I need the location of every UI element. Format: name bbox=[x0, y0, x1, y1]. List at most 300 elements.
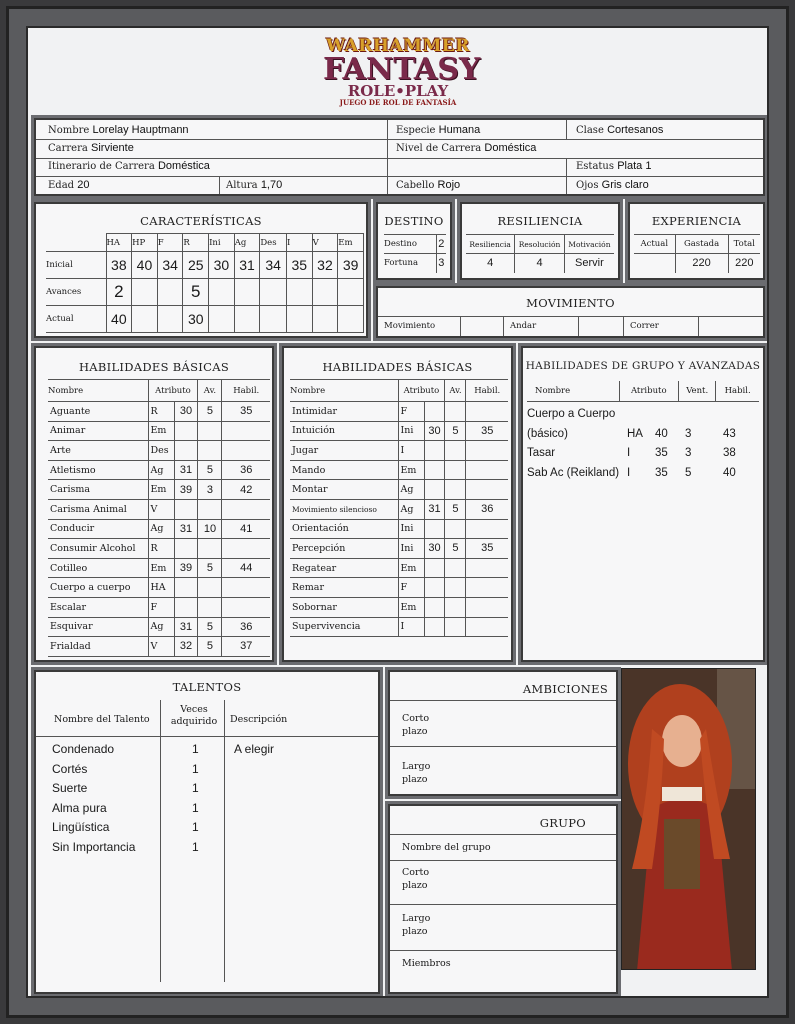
warhammer-logo bbox=[323, 36, 481, 116]
talent-row bbox=[52, 838, 372, 858]
character-portrait bbox=[621, 668, 756, 970]
skill-attribute[interactable]: Em bbox=[148, 558, 174, 578]
edad-label: Edad bbox=[48, 180, 75, 191]
char-value[interactable] bbox=[157, 306, 183, 333]
skill-row bbox=[290, 499, 508, 519]
grupo-title: GRUPO bbox=[539, 816, 586, 830]
talent-name[interactable]: Suerte bbox=[52, 781, 88, 795]
grupo-panel bbox=[388, 804, 618, 994]
altura-value[interactable]: 1,70 bbox=[260, 179, 283, 191]
skill-attribute-value[interactable]: 30 bbox=[174, 402, 198, 422]
skill-advances[interactable] bbox=[445, 480, 466, 500]
adv-skill-name: Sab Ac (Reikland) bbox=[527, 466, 620, 479]
exp-total-value[interactable]: 220 bbox=[728, 254, 760, 273]
char-value[interactable]: 35 bbox=[286, 252, 312, 279]
skill-advances[interactable]: 5 bbox=[198, 402, 222, 422]
skill-total[interactable] bbox=[222, 539, 270, 559]
ojos-value[interactable]: Gris claro bbox=[601, 179, 649, 191]
skill-attribute-value[interactable]: 31 bbox=[174, 519, 198, 539]
skill-advances[interactable]: 3 bbox=[198, 480, 222, 500]
destino-label: Destino bbox=[384, 235, 436, 254]
char-value[interactable] bbox=[338, 306, 364, 333]
cabello-value[interactable]: Rojo bbox=[437, 179, 461, 191]
nivel-carrera-label: Nivel de Carrera bbox=[396, 143, 482, 154]
exp-gastada-value[interactable]: 220 bbox=[675, 254, 728, 273]
char-header: Ag bbox=[234, 234, 260, 252]
skill-total[interactable] bbox=[222, 578, 270, 598]
skill-row bbox=[48, 519, 270, 539]
ambiciones-largo: Largo plazo bbox=[402, 761, 431, 785]
skill-advances[interactable] bbox=[198, 578, 222, 598]
skill-row bbox=[48, 558, 270, 578]
skill-attribute[interactable]: F bbox=[398, 402, 424, 422]
resiliencia-title: RESILIENCIA bbox=[497, 214, 583, 228]
skill-name: Aguante bbox=[48, 402, 148, 422]
talent-name[interactable]: Alma pura bbox=[52, 800, 107, 815]
skill-attribute-value[interactable] bbox=[424, 578, 445, 598]
hab3-table bbox=[527, 381, 759, 402]
skill-name: Cotilleo bbox=[48, 558, 148, 578]
itinerario-label: Itinerario de Carrera bbox=[48, 161, 155, 172]
skill-attribute-value[interactable]: 32 bbox=[174, 637, 198, 657]
skill-total[interactable]: 37 bbox=[222, 637, 270, 657]
itinerario-value[interactable]: Doméstica bbox=[157, 160, 210, 172]
skill-name: Supervivencia bbox=[290, 617, 398, 637]
skill-attribute[interactable]: F bbox=[398, 578, 424, 598]
skill-row bbox=[48, 480, 270, 500]
hab3-header-atributo: Atributo bbox=[619, 381, 679, 401]
skill-attribute[interactable]: Des bbox=[148, 441, 174, 461]
experiencia-title: EXPERIENCIA bbox=[651, 214, 742, 228]
ambiciones-panel bbox=[388, 670, 618, 796]
nombre-value[interactable]: Lorelay Hauptmann bbox=[92, 124, 189, 136]
skill-total[interactable] bbox=[222, 441, 270, 461]
skill-attribute-value[interactable] bbox=[424, 402, 445, 422]
grupo-corto-label: Corto plazo bbox=[402, 867, 430, 891]
char-row-label: Avances bbox=[46, 279, 106, 306]
talent-name[interactable]: Sin Importancia bbox=[52, 839, 136, 854]
skill-advances[interactable] bbox=[445, 558, 466, 578]
adv-skill-advances[interactable]: 5 bbox=[685, 466, 692, 479]
skill-advances[interactable] bbox=[198, 499, 222, 519]
skill-total[interactable]: 42 bbox=[222, 480, 270, 500]
skill-attribute-value[interactable]: 30 bbox=[424, 539, 445, 559]
cabello-label: Cabello bbox=[396, 180, 435, 191]
skill-total[interactable] bbox=[466, 402, 508, 422]
resiliencia-value[interactable]: 4 bbox=[466, 254, 515, 273]
skill-name: Cuerpo a cuerpo bbox=[48, 578, 148, 598]
skill-attribute[interactable]: R bbox=[148, 402, 174, 422]
skill-total[interactable] bbox=[466, 617, 508, 637]
ojos-label: Ojos bbox=[576, 180, 599, 191]
hab2-header-nombre: Nombre bbox=[290, 380, 398, 402]
ambiciones-corto: Corto plazo bbox=[402, 713, 430, 737]
hab1-title: HABILIDADES BÁSICAS bbox=[78, 360, 230, 374]
skill-total[interactable] bbox=[466, 558, 508, 578]
destino-title: DESTINO bbox=[384, 214, 444, 228]
skill-name: Conducir bbox=[48, 519, 148, 539]
hab3-header-nombre: Nombre bbox=[527, 381, 619, 401]
skill-attribute-value[interactable] bbox=[424, 597, 445, 617]
char-value[interactable] bbox=[132, 306, 158, 333]
adv-skill-total[interactable]: 40 bbox=[723, 466, 736, 479]
destino-table bbox=[384, 234, 446, 273]
talent-row bbox=[52, 818, 372, 838]
char-value[interactable] bbox=[234, 306, 260, 333]
skill-row bbox=[48, 597, 270, 617]
char-value[interactable] bbox=[312, 306, 338, 333]
skill-attribute[interactable]: Ag bbox=[148, 617, 174, 637]
skill-name: Carisma Animal bbox=[48, 499, 148, 519]
char-value[interactable] bbox=[260, 306, 287, 333]
skill-attribute[interactable]: F bbox=[148, 597, 174, 617]
exp-total-header: Total bbox=[728, 235, 760, 254]
skill-total[interactable] bbox=[466, 460, 508, 480]
resolucion-value[interactable]: 4 bbox=[515, 254, 565, 273]
adv-skill-name: Cuerpo a Cuerpo bbox=[527, 408, 616, 420]
skill-row bbox=[290, 421, 508, 441]
skill-row bbox=[290, 597, 508, 617]
adv-skill-advances[interactable]: 3 bbox=[685, 447, 692, 459]
skill-attribute-value[interactable]: 39 bbox=[174, 558, 198, 578]
skill-row bbox=[290, 441, 508, 461]
skill-advances[interactable] bbox=[445, 597, 466, 617]
adv-skill-attribute[interactable]: I bbox=[627, 447, 631, 459]
char-header: F bbox=[157, 234, 183, 252]
skill-name: Percepción bbox=[290, 539, 398, 559]
hab1-header-nombre: Nombre bbox=[48, 380, 148, 402]
char-row-inicial bbox=[46, 252, 364, 279]
skill-row bbox=[290, 519, 508, 539]
skill-attribute-value[interactable] bbox=[174, 421, 198, 441]
skill-attribute[interactable]: R bbox=[148, 539, 174, 559]
skill-advances[interactable] bbox=[198, 421, 222, 441]
skill-advances[interactable] bbox=[445, 460, 466, 480]
char-value[interactable]: 40 bbox=[106, 306, 132, 333]
skill-row bbox=[290, 460, 508, 480]
adv-skill-attribute-value[interactable]: 35 bbox=[655, 447, 668, 459]
correr-label: Correr bbox=[630, 321, 659, 331]
char-value[interactable]: 31 bbox=[234, 252, 260, 279]
skill-row bbox=[48, 617, 270, 637]
talent-name[interactable]: Condenado bbox=[52, 742, 115, 756]
skill-advances[interactable]: 5 bbox=[198, 637, 222, 657]
especie-value[interactable]: Humana bbox=[438, 124, 481, 136]
adv-skill-attribute[interactable]: HA bbox=[627, 427, 643, 440]
char-value[interactable]: 38 bbox=[106, 252, 132, 279]
skill-attribute[interactable]: Em bbox=[148, 480, 174, 500]
skill-attribute-value[interactable]: 31 bbox=[174, 460, 198, 480]
skill-advances[interactable] bbox=[445, 441, 466, 461]
char-value[interactable]: 30 bbox=[209, 252, 235, 279]
ambiciones-title: AMBICIONES bbox=[522, 682, 608, 696]
skill-attribute[interactable]: Ag bbox=[398, 480, 424, 500]
adv-skill-attribute-value[interactable]: 35 bbox=[655, 466, 668, 479]
char-row-avances bbox=[46, 279, 364, 306]
skill-attribute-value[interactable] bbox=[174, 539, 198, 559]
andar-label: Andar bbox=[510, 321, 537, 331]
skill-total[interactable]: 36 bbox=[466, 499, 508, 519]
char-value[interactable] bbox=[209, 306, 235, 333]
talent-times[interactable]: 1 bbox=[192, 781, 199, 795]
habilidades-avanzadas-panel bbox=[521, 346, 765, 662]
skill-name: Remar bbox=[290, 578, 398, 598]
adv-skill-name: Tasar bbox=[527, 447, 556, 459]
skill-advances[interactable]: 5 bbox=[198, 460, 222, 480]
skill-name: Escalar bbox=[48, 597, 148, 617]
skill-advances[interactable] bbox=[445, 578, 466, 598]
skill-attribute-value[interactable] bbox=[424, 480, 445, 500]
talent-times[interactable]: 1 bbox=[192, 742, 199, 756]
skill-total[interactable] bbox=[466, 480, 508, 500]
adv-skill-advances[interactable]: 3 bbox=[685, 427, 692, 440]
skill-row bbox=[290, 558, 508, 578]
nombre-label: Nombre bbox=[48, 125, 90, 136]
hab2-header-av: Av. bbox=[445, 380, 466, 402]
skill-total[interactable]: 35 bbox=[222, 402, 270, 422]
skill-row bbox=[48, 637, 270, 657]
skill-total[interactable] bbox=[222, 421, 270, 441]
talent-name[interactable]: Lingüística bbox=[52, 820, 110, 834]
talent-times[interactable]: 1 bbox=[192, 839, 199, 854]
skill-total[interactable] bbox=[466, 578, 508, 598]
skill-attribute-value[interactable] bbox=[424, 441, 445, 461]
skill-advances[interactable]: 5 bbox=[198, 558, 222, 578]
logo-warhammer: WARHAMMER bbox=[326, 36, 470, 56]
skill-attribute[interactable]: Em bbox=[398, 558, 424, 578]
fortuna-label: Fortuna bbox=[384, 254, 436, 273]
skill-advances[interactable]: 10 bbox=[198, 519, 222, 539]
char-value[interactable]: 32 bbox=[312, 252, 338, 279]
skill-row bbox=[290, 578, 508, 598]
skill-total[interactable] bbox=[466, 519, 508, 539]
char-value[interactable]: 25 bbox=[183, 252, 209, 279]
estatus-label: Estatus bbox=[576, 161, 615, 172]
grupo-miembros-label: Miembros bbox=[402, 958, 451, 969]
advanced-skill-row bbox=[527, 465, 759, 485]
skill-name: Orientación bbox=[290, 519, 398, 539]
talent-times[interactable]: 1 bbox=[192, 761, 199, 776]
skill-name: Arte bbox=[48, 441, 148, 461]
skill-attribute-value[interactable]: 30 bbox=[424, 421, 445, 441]
skill-advances[interactable] bbox=[445, 402, 466, 422]
skill-advances[interactable] bbox=[198, 441, 222, 461]
edad-value[interactable]: 20 bbox=[77, 179, 90, 191]
talentos-header-descripcion: Descripción bbox=[230, 714, 288, 725]
skill-attribute[interactable]: Ag bbox=[398, 499, 424, 519]
skill-advances[interactable]: 5 bbox=[445, 499, 466, 519]
skill-row bbox=[290, 617, 508, 637]
talent-name[interactable]: Cortés bbox=[52, 761, 88, 776]
skill-attribute-value[interactable] bbox=[174, 441, 198, 461]
skill-name: Consumir Alcohol bbox=[48, 539, 148, 559]
caracteristicas-title: CARACTERÍSTICAS bbox=[140, 214, 262, 228]
skill-name: Montar bbox=[290, 480, 398, 500]
adv-skill-total[interactable]: 43 bbox=[723, 427, 736, 440]
skill-row bbox=[48, 460, 270, 480]
hab2-title: HABILIDADES BÁSICAS bbox=[322, 360, 473, 374]
skill-advances[interactable] bbox=[198, 597, 222, 617]
clase-value[interactable]: Cortesanos bbox=[607, 124, 664, 136]
resiliencia-table bbox=[466, 234, 614, 273]
skill-advances[interactable] bbox=[445, 519, 466, 539]
skill-total[interactable]: 36 bbox=[222, 617, 270, 637]
experiencia-panel bbox=[628, 202, 765, 280]
char-value[interactable] bbox=[157, 279, 183, 306]
talentos-header-veces: Veces adquirido bbox=[170, 704, 218, 727]
caracteristicas-table bbox=[46, 233, 364, 333]
char-header: HA bbox=[106, 234, 132, 252]
nivel-carrera-value[interactable]: Doméstica bbox=[484, 142, 537, 154]
skill-advances[interactable]: 5 bbox=[198, 617, 222, 637]
movimiento-title: MOVIMIENTO bbox=[526, 296, 615, 310]
char-value[interactable] bbox=[260, 279, 287, 306]
exp-actual-value[interactable] bbox=[634, 254, 675, 273]
skill-attribute-value[interactable]: 31 bbox=[424, 499, 445, 519]
char-value[interactable] bbox=[286, 306, 312, 333]
carrera-value[interactable]: Sirviente bbox=[91, 142, 134, 154]
skill-attribute[interactable]: I bbox=[398, 617, 424, 637]
skill-total[interactable]: 35 bbox=[466, 539, 508, 559]
skill-attribute-value[interactable] bbox=[174, 499, 198, 519]
resiliencia-header: Resiliencia bbox=[466, 235, 515, 254]
char-row-actual bbox=[46, 306, 364, 333]
char-value[interactable]: 5 bbox=[183, 279, 209, 306]
movimiento-panel bbox=[376, 286, 765, 338]
skill-total[interactable]: 36 bbox=[222, 460, 270, 480]
skill-advances[interactable]: 5 bbox=[445, 539, 466, 559]
skill-name: Intimidar bbox=[290, 402, 398, 422]
char-value[interactable] bbox=[312, 279, 338, 306]
skill-total[interactable] bbox=[466, 597, 508, 617]
adv-skill-attribute[interactable]: I bbox=[627, 466, 631, 479]
caracteristicas-panel bbox=[34, 202, 368, 338]
char-header: Em bbox=[338, 234, 364, 252]
skill-total[interactable] bbox=[466, 441, 508, 461]
skill-attribute-value[interactable] bbox=[424, 617, 445, 637]
skill-total[interactable] bbox=[222, 499, 270, 519]
talent-row bbox=[52, 760, 372, 780]
skill-name: Regatear bbox=[290, 558, 398, 578]
skill-advances[interactable]: 5 bbox=[445, 421, 466, 441]
skill-row bbox=[48, 421, 270, 441]
char-header: Des bbox=[260, 234, 287, 252]
skill-attribute[interactable]: V bbox=[148, 499, 174, 519]
advanced-skill-row bbox=[527, 406, 759, 426]
fortuna-value[interactable]: 3 bbox=[436, 254, 446, 273]
destino-value[interactable]: 2 bbox=[436, 235, 446, 254]
skill-attribute[interactable]: HA bbox=[148, 578, 174, 598]
adv-skill-attribute-value[interactable]: 40 bbox=[655, 427, 668, 440]
skill-name: Jugar bbox=[290, 441, 398, 461]
char-header: Ini bbox=[209, 234, 235, 252]
skill-attribute[interactable]: Ini bbox=[398, 539, 424, 559]
habilidades-basicas-panel-1 bbox=[34, 346, 274, 662]
skill-advances[interactable] bbox=[445, 617, 466, 637]
skill-row bbox=[48, 499, 270, 519]
destino-panel bbox=[376, 202, 452, 280]
skill-attribute-value[interactable] bbox=[424, 460, 445, 480]
movimiento-label: Movimiento bbox=[384, 321, 436, 331]
talentos-header-nombre: Nombre del Talento bbox=[54, 714, 150, 725]
skill-attribute[interactable]: Ag bbox=[148, 460, 174, 480]
char-value[interactable] bbox=[338, 279, 364, 306]
char-value[interactable]: 34 bbox=[260, 252, 287, 279]
talent-times[interactable]: 1 bbox=[192, 820, 199, 834]
skill-row bbox=[290, 480, 508, 500]
skill-attribute[interactable]: I bbox=[398, 441, 424, 461]
character-info-panel bbox=[34, 118, 765, 196]
char-header: R bbox=[183, 234, 209, 252]
skill-attribute[interactable]: V bbox=[148, 637, 174, 657]
resiliencia-panel bbox=[460, 202, 620, 280]
skill-name: Intuición bbox=[290, 421, 398, 441]
skill-attribute[interactable]: Ini bbox=[398, 519, 424, 539]
hab2-table bbox=[290, 379, 508, 637]
skill-total[interactable] bbox=[222, 597, 270, 617]
skill-row bbox=[48, 441, 270, 461]
talent-description[interactable]: A elegir bbox=[234, 742, 275, 756]
hab2-header-atributo: Atributo bbox=[398, 380, 445, 402]
adv-skill-total[interactable]: 38 bbox=[723, 447, 736, 459]
skill-total[interactable]: 35 bbox=[466, 421, 508, 441]
skill-attribute-value[interactable] bbox=[424, 519, 445, 539]
skill-attribute-value[interactable]: 39 bbox=[174, 480, 198, 500]
grupo-nombre-label: Nombre del grupo bbox=[402, 842, 491, 853]
hab3-header-habil: Habil. bbox=[716, 381, 759, 401]
char-value[interactable]: 2 bbox=[106, 279, 132, 306]
skill-attribute[interactable]: Em bbox=[398, 597, 424, 617]
skill-row bbox=[290, 402, 508, 422]
skill-attribute[interactable]: Em bbox=[148, 421, 174, 441]
skill-attribute-value[interactable]: 31 bbox=[174, 617, 198, 637]
skill-name: Movimiento silencioso bbox=[290, 499, 398, 519]
char-value[interactable] bbox=[234, 279, 260, 306]
skill-total[interactable]: 41 bbox=[222, 519, 270, 539]
char-value[interactable] bbox=[132, 279, 158, 306]
skill-advances[interactable] bbox=[198, 539, 222, 559]
skill-row bbox=[48, 578, 270, 598]
talent-row bbox=[52, 740, 372, 760]
estatus-value[interactable]: Plata 1 bbox=[617, 160, 652, 172]
advanced-skill-row bbox=[527, 426, 759, 446]
skill-attribute-value[interactable] bbox=[174, 597, 198, 617]
motivacion-value[interactable]: Servir bbox=[564, 254, 614, 273]
logo-roleplay: ROLE•PLAY bbox=[347, 82, 449, 100]
exp-gastada-header: Gastada bbox=[675, 235, 728, 254]
skill-attribute[interactable]: Ag bbox=[148, 519, 174, 539]
skill-attribute[interactable]: Em bbox=[398, 460, 424, 480]
char-value[interactable]: 34 bbox=[157, 252, 183, 279]
skill-attribute[interactable]: Ini bbox=[398, 421, 424, 441]
skill-row bbox=[48, 402, 270, 422]
char-value[interactable] bbox=[286, 279, 312, 306]
char-value[interactable]: 30 bbox=[183, 306, 209, 333]
char-header: V bbox=[312, 234, 338, 252]
skill-attribute-value[interactable] bbox=[174, 578, 198, 598]
char-value[interactable]: 39 bbox=[338, 252, 364, 279]
character-sheet bbox=[26, 26, 769, 998]
char-value[interactable]: 40 bbox=[132, 252, 158, 279]
especie-label: Especie bbox=[396, 125, 436, 136]
resolucion-header: Resolución bbox=[515, 235, 565, 254]
skill-attribute-value[interactable] bbox=[424, 558, 445, 578]
char-value[interactable] bbox=[209, 279, 235, 306]
hab3-header-vent: Vent. bbox=[679, 381, 716, 401]
logo-subtitle: JUEGO DE ROL DE FANTASÍA bbox=[339, 98, 457, 107]
skill-total[interactable]: 44 bbox=[222, 558, 270, 578]
talent-times[interactable]: 1 bbox=[192, 800, 199, 815]
